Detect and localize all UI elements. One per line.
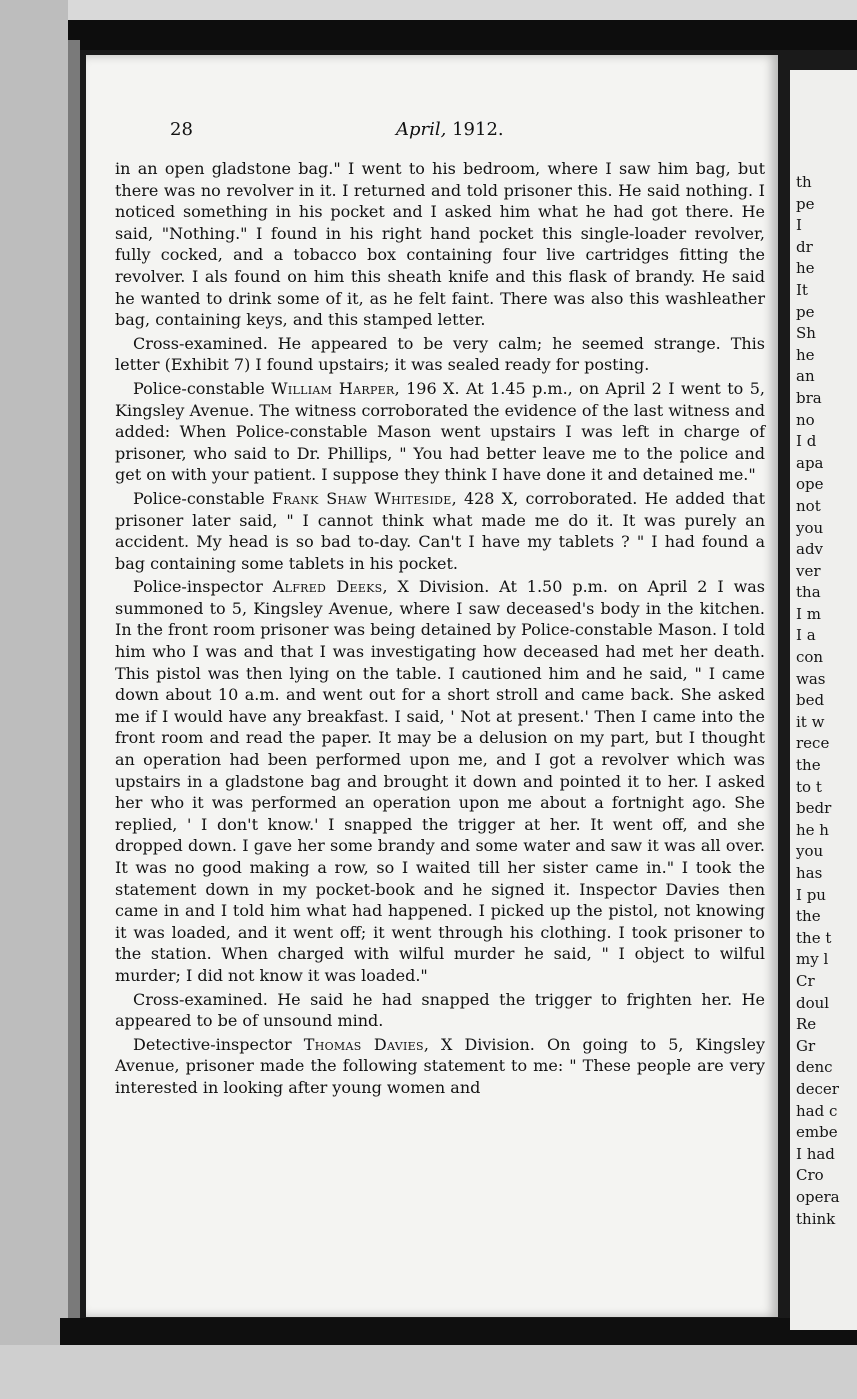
facing-page-line: th: [796, 173, 812, 191]
running-head-year: 1912.: [452, 119, 504, 140]
facing-page-line: pe: [796, 194, 815, 213]
book-gutter-top: [60, 20, 857, 50]
running-head-month: April,: [396, 119, 447, 140]
page-header: [170, 119, 730, 143]
facing-page-line: you: [796, 518, 824, 537]
facing-page-line: decer: [796, 1079, 839, 1098]
facing-page-line: I a: [796, 626, 816, 645]
paragraph-text: Cross-examined. He said he had snapped the trigger to frighten her. He appeared to be of unsound mind.: [115, 989, 765, 1031]
scan-bottom-margin: [0, 1345, 857, 1399]
facing-page-line: the t: [796, 928, 832, 947]
facing-page-line: he: [796, 259, 815, 278]
facing-page-line: the: [796, 907, 821, 926]
facing-page-line: opera: [796, 1187, 840, 1206]
facing-page-line: not: [796, 496, 821, 515]
facing-page-line: I: [796, 216, 802, 235]
facing-page-line: ope: [796, 475, 824, 494]
facing-page-line: think: [796, 1209, 836, 1228]
paragraph: [115, 1034, 765, 1099]
facing-page-line: embe: [796, 1123, 838, 1142]
facing-page-line: to t: [796, 777, 822, 796]
facing-page-line: tha: [796, 583, 821, 602]
page-number: 28: [170, 119, 193, 140]
witness-name: William Harper: [271, 378, 395, 398]
book-edge-left: [68, 40, 80, 1340]
facing-page-line: It: [796, 280, 808, 299]
facing-page-line: was: [796, 669, 826, 688]
facing-page: [790, 70, 857, 1330]
witness-name: Frank Shaw Whiteside: [272, 488, 452, 508]
facing-page-line: bedr: [796, 799, 832, 818]
paragraph: [115, 576, 765, 986]
paragraph: [115, 158, 765, 331]
facing-page-line: denc: [796, 1058, 833, 1077]
paragraph-text: , 428 X, corroborated. He added that prisoner later said, " I cannot think what made me do it. It was purely an accident. My head is so bad to-day. Can't I have my tablets ? " I had found a bag containing some tablets in his pocket.: [115, 488, 766, 573]
paragraph-text: Cross-examined. He appeared to be very calm; he seemed strange. This letter (Exhibit 7) I found upstairs; it was sealed ready for posting.: [115, 333, 765, 375]
scan-left-margin: [0, 0, 68, 1399]
facing-page-line: you: [796, 842, 824, 861]
facing-page-line: I m: [796, 604, 821, 623]
facing-page-line: I pu: [796, 885, 826, 904]
body-text: [115, 158, 765, 1099]
facing-page-line: the: [796, 756, 821, 775]
facing-page-line: bra: [796, 388, 822, 407]
facing-page-line: Re: [796, 1015, 817, 1034]
paragraph: [115, 488, 765, 574]
facing-page-line: I had: [796, 1144, 835, 1163]
paragraph-text: Police-constable: [133, 378, 272, 398]
facing-page-line: no: [796, 410, 815, 429]
facing-page-line: an: [796, 367, 815, 386]
facing-page-line: Gr: [796, 1036, 816, 1055]
witness-name: Thomas Davies: [303, 1034, 424, 1054]
facing-page-line: dr: [796, 237, 813, 256]
paragraph-text: , 196 X. At 1.45 p.m., on April 2 I went to 5, Kingsley Avenue. The witness corroborated the evidence of the last witness and added: When Police-constable Mason went upstairs I was left in charge of prisoner, who said to Dr. Phillips, " You had better leave me to the police and get on with your patient. I suppose they think I have done it and detained me.": [115, 378, 765, 485]
paragraph-text: , X Division. On going to 5, Kingsley Avenue, prisoner made the following statement to me: " These people are very interested in looking after young women and: [115, 1034, 766, 1097]
facing-page-line: my l: [796, 950, 829, 969]
facing-page-line: Cro: [796, 1166, 824, 1185]
facing-page-line: it w: [796, 712, 825, 731]
paragraph-text: Police-inspector: [133, 577, 273, 597]
facing-page-line: Cr: [796, 971, 815, 990]
facing-page-line: doul: [796, 993, 830, 1012]
left-page: [86, 55, 778, 1317]
facing-page-line: Sh: [796, 324, 816, 343]
facing-page-line: bed: [796, 691, 825, 710]
facing-page-line: ver: [796, 561, 821, 580]
paragraph: [115, 989, 765, 1032]
running-head: [396, 119, 504, 140]
paragraph-text: Detective-inspector: [133, 1034, 304, 1054]
facing-page-line: has: [796, 864, 823, 882]
witness-name: Alfred Deeks: [272, 577, 383, 597]
paragraph-text: , X Division. At 1.50 p.m. on April 2 I was summoned to 5, Kingsley Avenue, where I saw deceased's body in the kitchen. In the front room prisoner was being detained by Police-constable Mason. I told him who I was and that I was investigating how deceased had met her death. This pistol was then lying on the table. I cautioned him and he said, " I came down about 10 a.m. and went out for a short stroll and came back. She asked me if I would have any breakfast. I said, ' Not at present.' Then I came into the front room and read the paper. It may be a delusion on my part, but I thought an operation had been performed upon me, and I got a revolver which was upstairs in a gladstone bag and brought it down and pointed it to her. I asked her who it was performed an operation upon me about a fortnight ago. She replied, ' I don't know.' I snapped the trigger at her. It went off, and she dropped down. I gave her some brandy and some water and saw it was all over. It was no good making a row, so I waited till her sister came in." I took the statement down in my pocket-book and he signed it. Inspector Davies then came in and I told him what had happened. I picked up the pistol, not knowing it was loaded, and it went off; it went through his clothing. I took prisoner to the station. When charged with wilful murder he said, " I object to wilful murder; I did not know it was loaded.": [115, 577, 766, 985]
paragraph: [115, 378, 765, 486]
facing-page-line: pe: [796, 302, 815, 321]
facing-page-text: [796, 172, 857, 1230]
facing-page-line: rece: [796, 734, 830, 753]
paragraph-text: Police-constable: [133, 488, 273, 508]
paragraph: [115, 333, 765, 376]
facing-page-line: I d: [796, 432, 817, 451]
facing-page-line: adv: [796, 540, 824, 559]
facing-page-line: apa: [796, 453, 824, 472]
facing-page-line: he h: [796, 820, 829, 839]
paragraph-text: in an open gladstone bag." I went to his bedroom, where I saw him bag, but there was no revolver in it. I returned and told prisoner this. He said nothing. I noticed something in his pocket and I asked him what he had got there. He said, "Nothing." I found in his right hand pocket this single-loader revolver, fully cocked, and a tobacco box containing four live cartridges fitting the revolver. I als found on him this sheath knife and this flask of brandy. He said he wanted to drink some of it, as he felt faint. There was also this washleather bag, containing keys, and this stamped letter.: [115, 159, 765, 330]
facing-page-line: had c: [796, 1101, 838, 1120]
facing-page-line: con: [796, 648, 824, 667]
facing-page-line: he: [796, 345, 815, 364]
